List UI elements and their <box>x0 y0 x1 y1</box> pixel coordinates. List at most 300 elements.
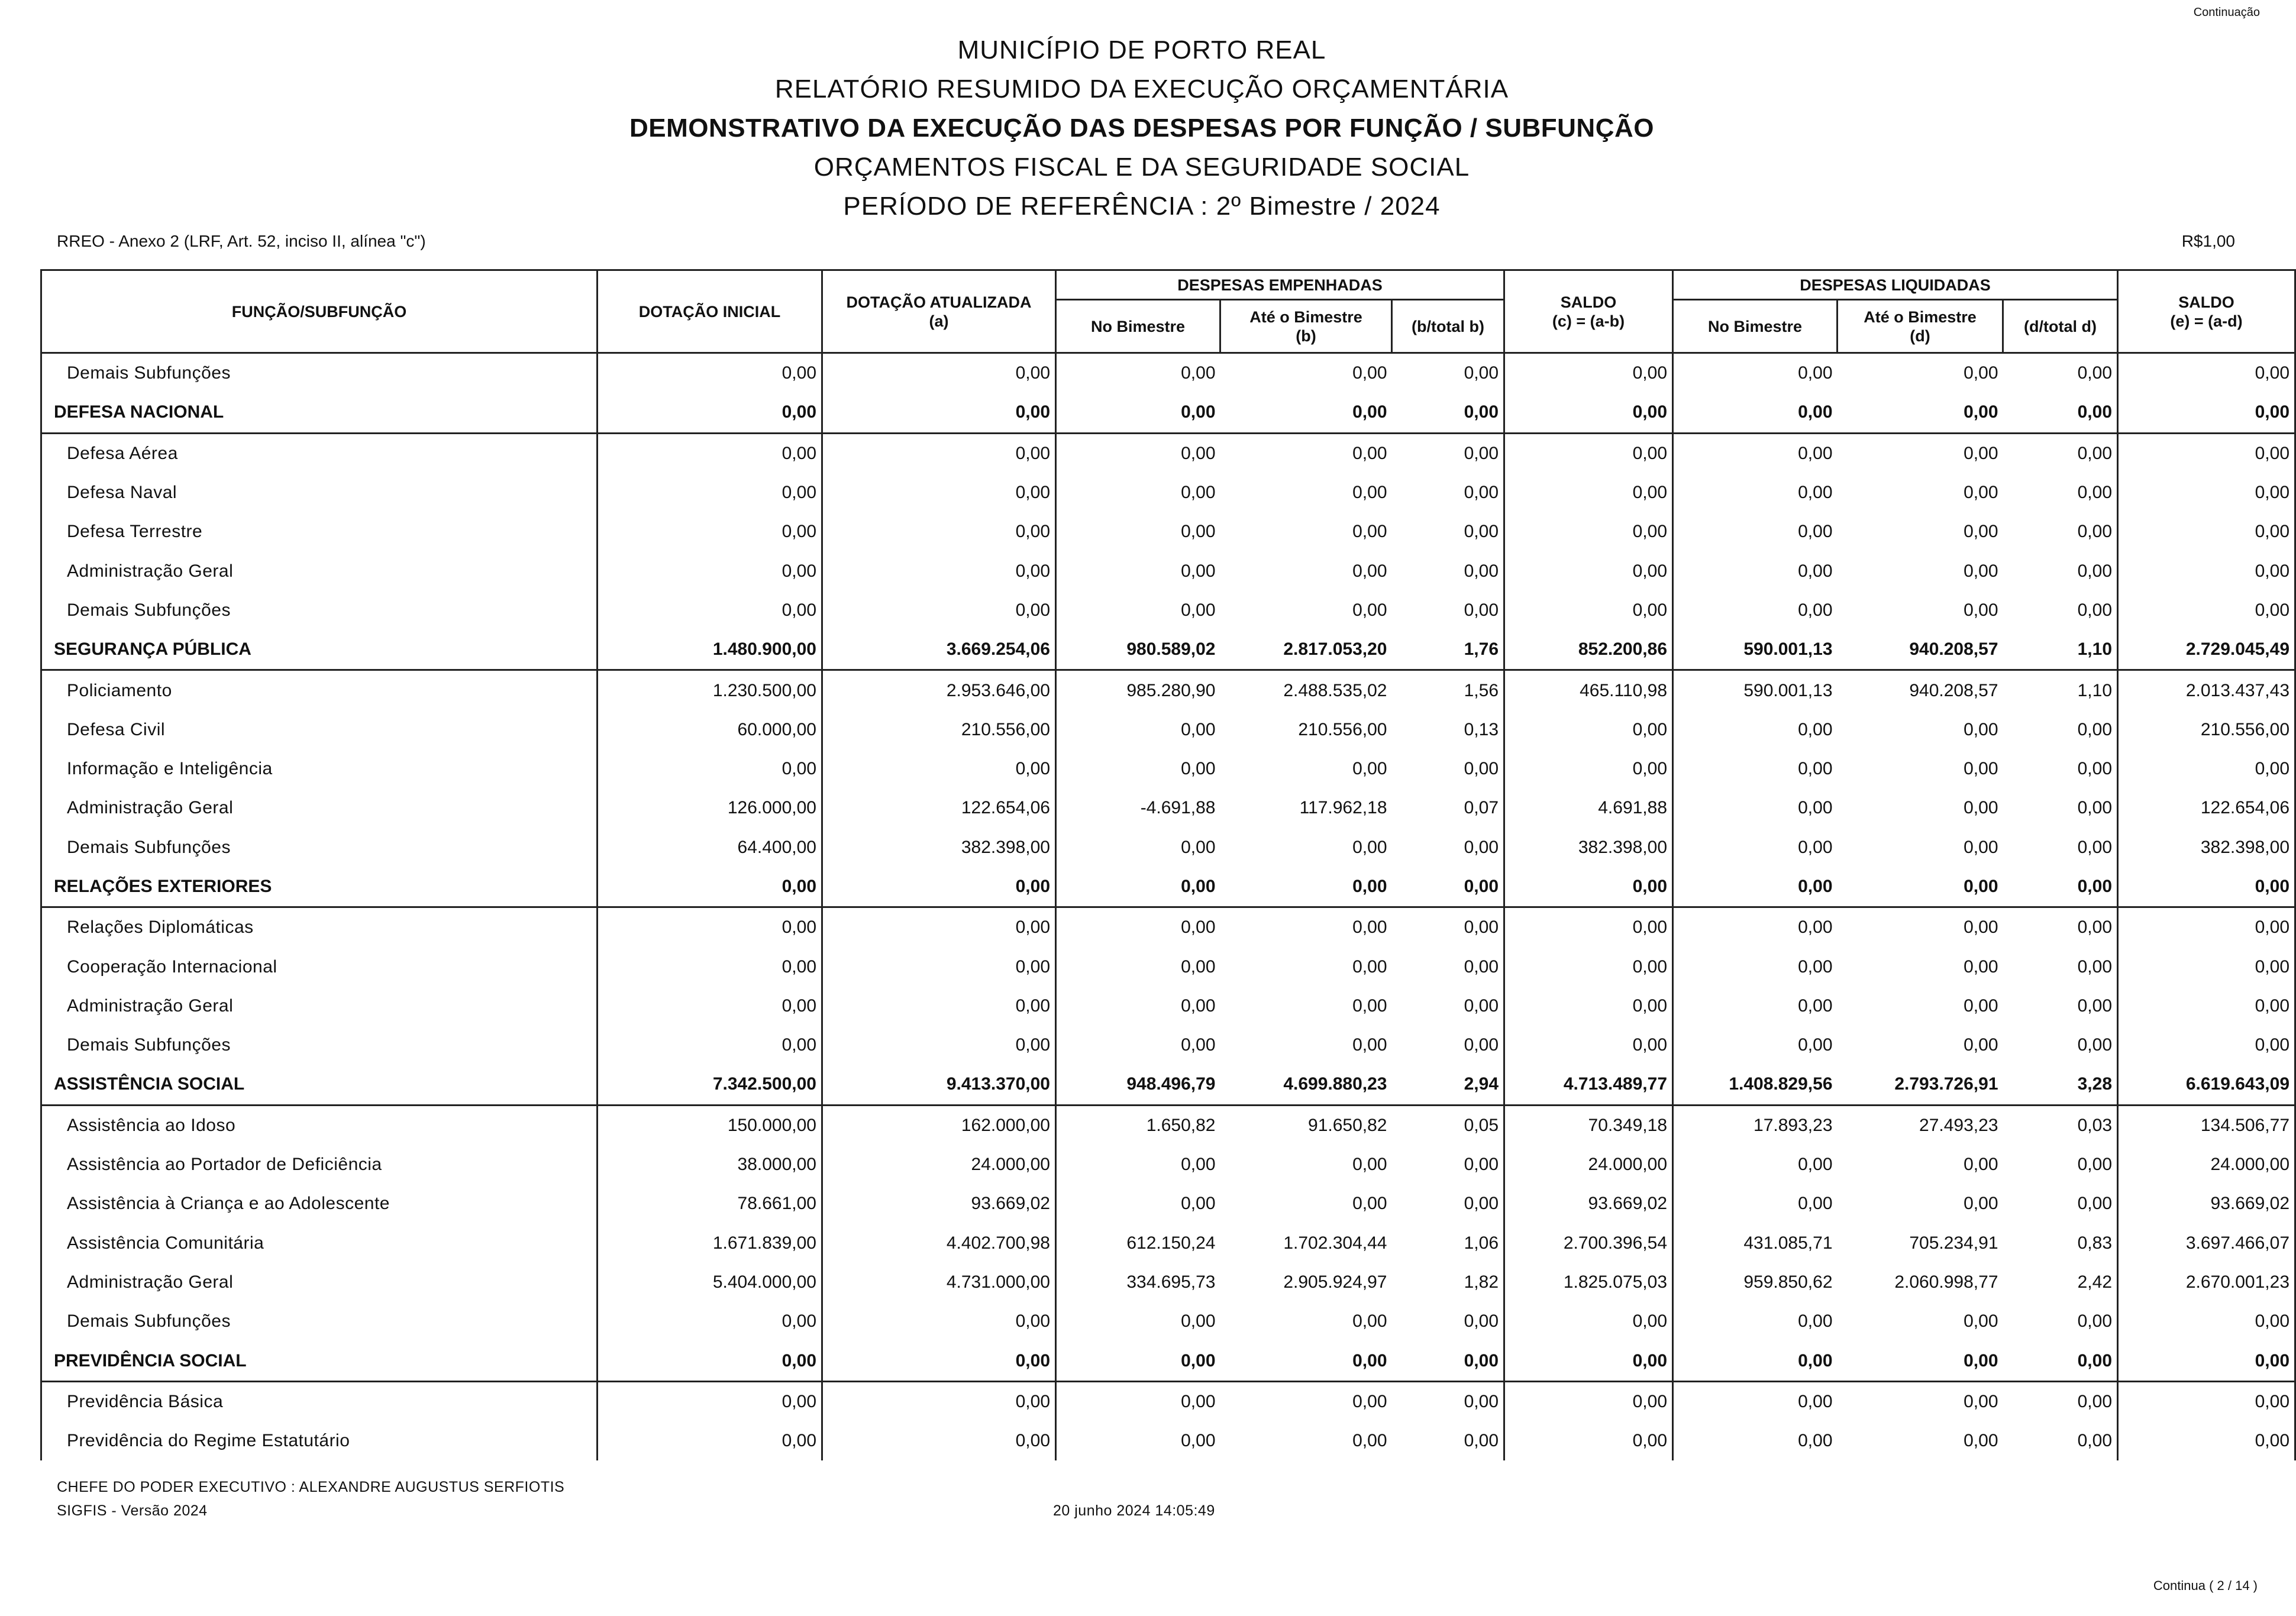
header-ate-bimestre-emp-label: Até o Bimestre <box>1249 308 1362 326</box>
cell-d-total: 0,00 <box>2003 947 2118 986</box>
cell-empenhada-ate-bimestre: 0,00 <box>1352 443 1387 463</box>
cell-funcao: Defesa Naval <box>41 473 598 512</box>
cell-liquidada-ate-bimestre: 0,00 <box>1964 522 1998 542</box>
cell-empenhada-ate-bimestre: 0,00 <box>1352 600 1387 620</box>
cell-liquidada-ate-bimestre: 940.208,57 <box>1909 680 1998 700</box>
cell-dotacao-inicial: 1.671.839,00 <box>598 1224 822 1263</box>
header-saldo-e-label: SALDO <box>2178 293 2234 311</box>
cell-funcao: Demais Subfunções <box>41 591 598 630</box>
cell-dotacao-atualizada: 0,00 <box>822 353 1056 393</box>
cell-liquidada-no-bimestre: 0,00 <box>1798 1194 1833 1214</box>
cell-saldo-c: 0,00 <box>1504 1302 1673 1341</box>
cell-dotacao-atualizada: 0,00 <box>822 1302 1056 1341</box>
cell-d-total: 1,10 <box>2003 670 2118 710</box>
cell-empenhada-no-bimestre: 0,00 <box>1181 1391 1216 1411</box>
cell-saldo-c: 0,00 <box>1504 1381 1673 1421</box>
subfunction-row <box>41 1105 2295 1145</box>
cell-saldo-c: 0,00 <box>1504 710 1673 749</box>
cell-dotacao-atualizada: 3.669.254,06 <box>822 630 1056 670</box>
cell-d-total: 0,00 <box>2003 551 2118 590</box>
cell-empenhada-no-bimestre: 948.496,79 <box>1056 1065 1220 1105</box>
cell-saldo-e: 0,00 <box>2118 433 2295 473</box>
cell-dotacao-inicial: 60.000,00 <box>598 710 822 749</box>
header-despesas-liquidadas: DESPESAS LIQUIDADAS <box>1673 270 2118 300</box>
cell-empenhada-no-bimestre: 0,00 <box>1181 363 1216 383</box>
cell-d-total: 0,00 <box>2003 1184 2118 1223</box>
cell-funcao: Assistência ao Idoso <box>41 1105 598 1145</box>
header-ate-bimestre-emp-sub: (b) <box>1296 327 1316 345</box>
cell-empenhada-no-bimestre: 0,00 <box>1181 522 1216 542</box>
cell-empenhada-ate-bimestre: 0,00 <box>1220 1341 1392 1381</box>
cell-dotacao-inicial: 5.404.000,00 <box>598 1263 822 1302</box>
subfunction-row <box>41 1184 2295 1223</box>
function-row <box>41 867 2295 907</box>
cell-b-total: 0,00 <box>1392 828 1504 867</box>
cell-dotacao-atualizada: 0,00 <box>822 1381 1056 1421</box>
cell-saldo-e: 93.669,02 <box>2118 1184 2295 1223</box>
cell-dotacao-atualizada: 162.000,00 <box>822 1105 1056 1145</box>
header-saldo-e-sub: (e) = (a-d) <box>2170 312 2243 330</box>
cell-empenhada-ate-bimestre: 0,00 <box>1352 956 1387 977</box>
cell-b-total: 0,00 <box>1392 551 1504 590</box>
header-saldo-c-sub: (c) = (a-b) <box>1552 312 1625 330</box>
cell-empenhada-no-bimestre: 980.589,02 <box>1056 630 1220 670</box>
cell-b-total: 0,13 <box>1392 710 1504 749</box>
cell-d-total: 0,00 <box>2003 591 2118 630</box>
header-dotacao-atualizada-label: DOTAÇÃO ATUALIZADA <box>846 293 1032 311</box>
cell-saldo-e: 0,00 <box>2118 987 2295 1026</box>
cell-empenhada-no-bimestre: 0,00 <box>1056 1341 1220 1381</box>
cell-empenhada-no-bimestre: 0,00 <box>1181 956 1216 977</box>
cell-saldo-e: 0,00 <box>2118 353 2295 393</box>
cell-liquidada-no-bimestre: 590.001,13 <box>1673 630 1838 670</box>
cell-d-total: 0,00 <box>2003 1302 2118 1341</box>
cell-funcao: Previdência do Regime Estatutário <box>41 1421 598 1460</box>
cell-b-total: 0,00 <box>1392 1421 1504 1460</box>
cell-dotacao-inicial: 0,00 <box>598 512 822 551</box>
cell-liquidada-ate-bimestre: 0,00 <box>1964 996 1998 1016</box>
cell-empenhada-no-bimestre: 612.150,24 <box>1126 1233 1216 1253</box>
cell-funcao: Defesa Terrestre <box>41 512 598 551</box>
cell-liquidada-no-bimestre: 0,00 <box>1798 1431 1833 1451</box>
cell-dotacao-atualizada: 210.556,00 <box>822 710 1056 749</box>
cell-dotacao-atualizada: 0,00 <box>822 512 1056 551</box>
subfunction-row <box>41 433 2295 473</box>
subfunction-row <box>41 907 2295 948</box>
cell-b-total: 0,00 <box>1392 749 1504 788</box>
subfunction-row <box>41 1224 2295 1263</box>
cell-liquidada-no-bimestre: 0,00 <box>1798 917 1833 938</box>
cell-funcao: Defesa Civil <box>41 710 598 749</box>
cell-empenhada-ate-bimestre: 0,00 <box>1352 1431 1387 1451</box>
cell-saldo-c: 4.713.489,77 <box>1504 1065 1673 1105</box>
expenses-table <box>40 269 2296 1460</box>
cell-liquidada-no-bimestre: 0,00 <box>1798 719 1833 739</box>
cell-liquidada-ate-bimestre: 0,00 <box>1964 1431 1998 1451</box>
cell-saldo-c: 0,00 <box>1504 1341 1673 1381</box>
subfunction-row <box>41 670 2295 710</box>
cell-saldo-e: 0,00 <box>2118 1381 2295 1421</box>
cell-b-total: 0,00 <box>1392 512 1504 551</box>
header-b-total: (b/total b) <box>1392 300 1504 353</box>
cell-b-total: 0,00 <box>1392 987 1504 1026</box>
cell-dotacao-atualizada: 0,00 <box>822 551 1056 590</box>
cell-d-total: 0,00 <box>2003 828 2118 867</box>
cell-liquidada-ate-bimestre: 0,00 <box>1964 917 1998 938</box>
cell-funcao: Previdência Básica <box>41 1381 598 1421</box>
cell-empenhada-no-bimestre: 0,00 <box>1181 1311 1216 1331</box>
cell-dotacao-inicial: 38.000,00 <box>598 1145 822 1184</box>
cell-b-total: 0,07 <box>1392 788 1504 828</box>
subfunction-row <box>41 987 2295 1026</box>
cell-saldo-c: 0,00 <box>1504 591 1673 630</box>
cell-dotacao-atualizada: 24.000,00 <box>822 1145 1056 1184</box>
cell-dotacao-atualizada: 382.398,00 <box>822 828 1056 867</box>
subfunction-row <box>41 788 2295 828</box>
cell-dotacao-inicial: 150.000,00 <box>598 1105 822 1145</box>
cell-empenhada-ate-bimestre: 0,00 <box>1352 561 1387 581</box>
cell-liquidada-ate-bimestre: 705.234,91 <box>1909 1233 1998 1253</box>
cell-empenhada-ate-bimestre: 210.556,00 <box>1298 719 1387 739</box>
cell-liquidada-no-bimestre: 959.850,62 <box>1743 1272 1833 1292</box>
cell-empenhada-no-bimestre: 0,00 <box>1181 483 1216 503</box>
subfunction-row <box>41 1263 2295 1302</box>
cell-empenhada-ate-bimestre: 2.817.053,20 <box>1220 630 1392 670</box>
cell-empenhada-ate-bimestre: 0,00 <box>1352 1311 1387 1331</box>
cell-liquidada-no-bimestre: 17.893,23 <box>1754 1115 1833 1135</box>
cell-b-total: 1,56 <box>1392 670 1504 710</box>
cell-saldo-c: 852.200,86 <box>1504 630 1673 670</box>
header-despesas-empenhadas: DESPESAS EMPENHADAS <box>1056 270 1504 300</box>
cell-empenhada-no-bimestre: 0,00 <box>1181 719 1216 739</box>
cell-saldo-e: 0,00 <box>2118 1341 2295 1381</box>
header-dotacao-atualizada-sub: (a) <box>929 312 949 330</box>
cell-saldo-e: 122.654,06 <box>2118 788 2295 828</box>
cell-funcao: Informação e Inteligência <box>41 749 598 788</box>
cell-saldo-c: 0,00 <box>1504 907 1673 948</box>
cell-liquidada-no-bimestre: 0,00 <box>1798 956 1833 977</box>
cell-empenhada-no-bimestre: 0,00 <box>1056 393 1220 433</box>
cell-funcao: Demais Subfunções <box>41 1302 598 1341</box>
subfunction-row <box>41 473 2295 512</box>
cell-dotacao-inicial: 0,00 <box>598 1381 822 1421</box>
cell-liquidada-ate-bimestre: 0,00 <box>1964 561 1998 581</box>
header-no-bimestre-liq: No Bimestre <box>1673 300 1838 353</box>
cell-saldo-c: 0,00 <box>1504 512 1673 551</box>
cell-funcao: Cooperação Internacional <box>41 947 598 986</box>
cell-funcao: Policiamento <box>41 670 598 710</box>
cell-saldo-e: 0,00 <box>2118 473 2295 512</box>
cell-empenhada-ate-bimestre: 0,00 <box>1220 393 1392 433</box>
cell-b-total: 0,00 <box>1392 393 1504 433</box>
cell-dotacao-atualizada: 93.669,02 <box>822 1184 1056 1223</box>
subfunction-row <box>41 551 2295 590</box>
cell-empenhada-no-bimestre: 0,00 <box>1181 600 1216 620</box>
cell-empenhada-no-bimestre: 0,00 <box>1181 443 1216 463</box>
cell-dotacao-inicial: 0,00 <box>598 867 822 907</box>
cell-d-total: 0,83 <box>2003 1224 2118 1263</box>
cell-empenhada-no-bimestre: 0,00 <box>1181 917 1216 938</box>
header-d-total: (d/total d) <box>2003 300 2118 353</box>
cell-saldo-e: 0,00 <box>2118 512 2295 551</box>
cell-dotacao-inicial: 1.480.900,00 <box>598 630 822 670</box>
cell-liquidada-ate-bimestre: 940.208,57 <box>1838 630 2003 670</box>
cell-empenhada-ate-bimestre: 0,00 <box>1352 1391 1387 1411</box>
cell-liquidada-ate-bimestre: 0,00 <box>1964 1311 1998 1331</box>
cell-liquidada-no-bimestre: 0,00 <box>1798 837 1833 857</box>
header-dotacao-atualizada <box>822 270 1056 353</box>
cell-liquidada-no-bimestre: 0,00 <box>1673 867 1838 907</box>
subfunction-row <box>41 1302 2295 1341</box>
cell-b-total: 0,05 <box>1392 1105 1504 1145</box>
cell-liquidada-ate-bimestre: 0,00 <box>1964 1194 1998 1214</box>
cell-d-total: 0,00 <box>2003 749 2118 788</box>
cell-liquidada-no-bimestre: 0,00 <box>1798 1155 1833 1175</box>
cell-empenhada-ate-bimestre: 0,00 <box>1352 837 1387 857</box>
cell-funcao: Administração Geral <box>41 551 598 590</box>
cell-empenhada-no-bimestre: 0,00 <box>1181 759 1216 779</box>
cell-dotacao-atualizada: 0,00 <box>822 749 1056 788</box>
cell-d-total: 0,00 <box>2003 353 2118 393</box>
cell-dotacao-atualizada: 0,00 <box>822 1026 1056 1065</box>
cell-dotacao-inicial: 1.230.500,00 <box>598 670 822 710</box>
cell-b-total: 0,00 <box>1392 1026 1504 1065</box>
footer-generated-date: 20 junho 2024 14:05:49 <box>1053 1502 1215 1519</box>
cell-saldo-e: 0,00 <box>2118 1421 2295 1460</box>
cell-empenhada-ate-bimestre: 0,00 <box>1220 867 1392 907</box>
cell-b-total: 0,00 <box>1392 947 1504 986</box>
cell-d-total: 0,00 <box>2003 1145 2118 1184</box>
cell-funcao: Administração Geral <box>41 987 598 1026</box>
cell-dotacao-atualizada: 0,00 <box>822 867 1056 907</box>
cell-liquidada-ate-bimestre: 0,00 <box>1964 483 1998 503</box>
cell-empenhada-no-bimestre: 0,00 <box>1181 561 1216 581</box>
subfunction-row <box>41 1026 2295 1065</box>
continuation-note-top: Continuação <box>2193 6 2260 19</box>
cell-d-total: 0,00 <box>2003 512 2118 551</box>
cell-saldo-e: 0,00 <box>2118 393 2295 433</box>
cell-liquidada-no-bimestre: 0,00 <box>1798 522 1833 542</box>
cell-d-total: 0,00 <box>2003 987 2118 1026</box>
header-ate-bimestre-liq-label: Até o Bimestre <box>1864 308 1977 326</box>
cell-b-total: 1,06 <box>1392 1224 1504 1263</box>
cell-empenhada-no-bimestre: -4.691,88 <box>1140 798 1216 818</box>
cell-funcao: Administração Geral <box>41 788 598 828</box>
cell-d-total: 0,00 <box>2003 473 2118 512</box>
cell-empenhada-ate-bimestre: 0,00 <box>1352 759 1387 779</box>
cell-dotacao-atualizada: 4.731.000,00 <box>822 1263 1056 1302</box>
cell-dotacao-inicial: 0,00 <box>598 353 822 393</box>
subfunction-row <box>41 710 2295 749</box>
header-dotacao-inicial: DOTAÇÃO INICIAL <box>598 270 822 353</box>
cell-b-total: 0,00 <box>1392 1302 1504 1341</box>
title-municipality: MUNICÍPIO DE PORTO REAL <box>957 35 1326 64</box>
cell-saldo-c: 0,00 <box>1504 867 1673 907</box>
report-titles <box>0 31 2284 226</box>
cell-empenhada-ate-bimestre: 0,00 <box>1352 996 1387 1016</box>
cell-dotacao-atualizada: 0,00 <box>822 591 1056 630</box>
cell-liquidada-no-bimestre: 1.408.829,56 <box>1673 1065 1838 1105</box>
cell-b-total: 0,00 <box>1392 907 1504 948</box>
cell-saldo-c: 24.000,00 <box>1504 1145 1673 1184</box>
cell-saldo-e: 2.670.001,23 <box>2118 1263 2295 1302</box>
subfunction-row <box>41 749 2295 788</box>
cell-d-total: 0,00 <box>2003 1026 2118 1065</box>
header-saldo-c-label: SALDO <box>1560 293 1617 311</box>
cell-dotacao-inicial: 0,00 <box>598 1302 822 1341</box>
cell-empenhada-ate-bimestre: 91.650,82 <box>1308 1115 1387 1135</box>
cell-empenhada-ate-bimestre: 0,00 <box>1352 1194 1387 1214</box>
cell-saldo-e: 24.000,00 <box>2118 1145 2295 1184</box>
cell-d-total: 0,00 <box>2003 433 2118 473</box>
cell-dotacao-inicial: 78.661,00 <box>598 1184 822 1223</box>
cell-liquidada-no-bimestre: 0,00 <box>1798 1311 1833 1331</box>
cell-dotacao-atualizada: 122.654,06 <box>822 788 1056 828</box>
cell-b-total: 0,00 <box>1392 1341 1504 1381</box>
title-budgets: ORÇAMENTOS FISCAL E DA SEGURIDADE SOCIAL <box>813 153 1470 182</box>
cell-saldo-e: 0,00 <box>2118 867 2295 907</box>
cell-b-total: 2,94 <box>1392 1065 1504 1105</box>
cell-empenhada-ate-bimestre: 0,00 <box>1352 522 1387 542</box>
annex-reference: RREO - Anexo 2 (LRF, Art. 52, inciso II, alínea "c") <box>57 232 426 250</box>
title-statement: DEMONSTRATIVO DA EXECUÇÃO DAS DESPESAS POR FUNÇÃO / SUBFUNÇÃO <box>629 114 1654 143</box>
cell-liquidada-no-bimestre: 431.085,71 <box>1743 1233 1833 1253</box>
cell-dotacao-inicial: 0,00 <box>598 473 822 512</box>
cell-empenhada-no-bimestre: 0,00 <box>1181 996 1216 1016</box>
cell-funcao: PREVIDÊNCIA SOCIAL <box>41 1341 598 1381</box>
cell-d-total: 3,28 <box>2003 1065 2118 1105</box>
cell-saldo-e: 0,00 <box>2118 1026 2295 1065</box>
cell-d-total: 0,00 <box>2003 1381 2118 1421</box>
header-funcao: FUNÇÃO/SUBFUNÇÃO <box>41 270 598 353</box>
table-body <box>41 353 2295 1461</box>
cell-dotacao-atualizada: 2.953.646,00 <box>822 670 1056 710</box>
cell-dotacao-atualizada: 0,00 <box>822 907 1056 948</box>
cell-b-total: 1,82 <box>1392 1263 1504 1302</box>
cell-empenhada-no-bimestre: 0,00 <box>1056 867 1220 907</box>
cell-liquidada-no-bimestre: 0,00 <box>1798 1391 1833 1411</box>
cell-funcao: ASSISTÊNCIA SOCIAL <box>41 1065 598 1105</box>
cell-saldo-e: 0,00 <box>2118 749 2295 788</box>
cell-funcao: Demais Subfunções <box>41 828 598 867</box>
cell-liquidada-ate-bimestre: 0,00 <box>1838 393 2003 433</box>
cell-saldo-c: 4.691,88 <box>1504 788 1673 828</box>
cell-liquidada-ate-bimestre: 0,00 <box>1838 867 2003 907</box>
cell-empenhada-ate-bimestre: 1.702.304,44 <box>1283 1233 1387 1253</box>
cell-saldo-c: 0,00 <box>1504 551 1673 590</box>
header-ate-bimestre-liq <box>1838 300 2003 353</box>
cell-d-total: 0,00 <box>2003 1341 2118 1381</box>
cell-saldo-c: 1.825.075,03 <box>1504 1263 1673 1302</box>
cell-dotacao-inicial: 0,00 <box>598 987 822 1026</box>
cell-b-total: 0,00 <box>1392 591 1504 630</box>
cell-empenhada-no-bimestre: 1.650,82 <box>1146 1115 1216 1135</box>
header-saldo-e <box>2118 270 2295 353</box>
cell-empenhada-no-bimestre: 0,00 <box>1181 1431 1216 1451</box>
cell-dotacao-atualizada: 9.413.370,00 <box>822 1065 1056 1105</box>
cell-b-total: 0,00 <box>1392 353 1504 393</box>
cell-d-total: 1,10 <box>2003 630 2118 670</box>
cell-d-total: 0,00 <box>2003 393 2118 433</box>
cell-saldo-c: 0,00 <box>1504 749 1673 788</box>
cell-liquidada-no-bimestre: 0,00 <box>1798 483 1833 503</box>
footer-page-counter: Continua ( 2 / 14 ) <box>2153 1578 2258 1593</box>
cell-dotacao-inicial: 0,00 <box>598 907 822 948</box>
cell-dotacao-atualizada: 0,00 <box>822 393 1056 433</box>
subfunction-row <box>41 1421 2295 1460</box>
cell-funcao: Assistência à Criança e ao Adolescente <box>41 1184 598 1223</box>
cell-saldo-c: 0,00 <box>1504 987 1673 1026</box>
cell-saldo-c: 0,00 <box>1504 1421 1673 1460</box>
cell-d-total: 0,00 <box>2003 788 2118 828</box>
cell-liquidada-ate-bimestre: 0,00 <box>1964 837 1998 857</box>
cell-dotacao-inicial: 0,00 <box>598 749 822 788</box>
cell-saldo-c: 93.669,02 <box>1504 1184 1673 1223</box>
cell-empenhada-no-bimestre: 0,00 <box>1181 1155 1216 1175</box>
cell-empenhada-ate-bimestre: 117.962,18 <box>1299 798 1387 818</box>
cell-funcao: Relações Diplomáticas <box>41 907 598 948</box>
cell-dotacao-inicial: 64.400,00 <box>598 828 822 867</box>
cell-saldo-c: 0,00 <box>1504 353 1673 393</box>
cell-liquidada-no-bimestre: 0,00 <box>1798 759 1833 779</box>
cell-d-total: 0,00 <box>2003 867 2118 907</box>
title-period: PERÍODO DE REFERÊNCIA : 2º Bimestre / 2024 <box>843 192 1441 221</box>
cell-liquidada-no-bimestre: 590.001,13 <box>1743 680 1833 700</box>
footer-system-version: SIGFIS - Versão 2024 <box>57 1502 208 1519</box>
cell-liquidada-ate-bimestre: 0,00 <box>1964 443 1998 463</box>
cell-b-total: 0,00 <box>1392 867 1504 907</box>
subfunction-row <box>41 947 2295 986</box>
cell-empenhada-no-bimestre: 0,00 <box>1181 1035 1216 1055</box>
cell-saldo-e: 0,00 <box>2118 551 2295 590</box>
cell-empenhada-no-bimestre: 985.280,90 <box>1126 680 1216 700</box>
cell-liquidada-ate-bimestre: 0,00 <box>1964 600 1998 620</box>
cell-saldo-c: 0,00 <box>1504 433 1673 473</box>
cell-empenhada-ate-bimestre: 4.699.880,23 <box>1220 1065 1392 1105</box>
cell-empenhada-no-bimestre: 0,00 <box>1181 837 1216 857</box>
currency-unit: R$1,00 <box>2181 232 2235 250</box>
cell-funcao: Demais Subfunções <box>41 1026 598 1065</box>
cell-b-total: 1,76 <box>1392 630 1504 670</box>
cell-dotacao-inicial: 0,00 <box>598 591 822 630</box>
cell-saldo-c: 2.700.396,54 <box>1504 1224 1673 1263</box>
cell-liquidada-no-bimestre: 0,00 <box>1798 1035 1833 1055</box>
cell-liquidada-no-bimestre: 0,00 <box>1798 443 1833 463</box>
cell-b-total: 0,00 <box>1392 473 1504 512</box>
function-row <box>41 1341 2295 1381</box>
cell-liquidada-ate-bimestre: 0,00 <box>1838 1341 2003 1381</box>
cell-saldo-e: 0,00 <box>2118 1302 2295 1341</box>
cell-dotacao-inicial: 0,00 <box>598 1341 822 1381</box>
cell-funcao: Defesa Aérea <box>41 433 598 473</box>
cell-empenhada-no-bimestre: 0,00 <box>1181 1194 1216 1214</box>
cell-liquidada-no-bimestre: 0,00 <box>1798 798 1833 818</box>
header-no-bimestre-emp: No Bimestre <box>1056 300 1220 353</box>
cell-funcao: SEGURANÇA PÚBLICA <box>41 630 598 670</box>
function-row <box>41 630 2295 670</box>
cell-saldo-c: 70.349,18 <box>1504 1105 1673 1145</box>
cell-empenhada-ate-bimestre: 0,00 <box>1352 917 1387 938</box>
subfunction-row <box>41 828 2295 867</box>
cell-liquidada-ate-bimestre: 0,00 <box>1964 1035 1998 1055</box>
cell-liquidada-no-bimestre: 0,00 <box>1798 363 1833 383</box>
cell-saldo-e: 3.697.466,07 <box>2118 1224 2295 1263</box>
cell-dotacao-atualizada: 0,00 <box>822 987 1056 1026</box>
cell-funcao: RELAÇÕES EXTERIORES <box>41 867 598 907</box>
cell-b-total: 0,00 <box>1392 433 1504 473</box>
cell-dotacao-inicial: 0,00 <box>598 393 822 433</box>
cell-saldo-e: 6.619.643,09 <box>2118 1065 2295 1105</box>
